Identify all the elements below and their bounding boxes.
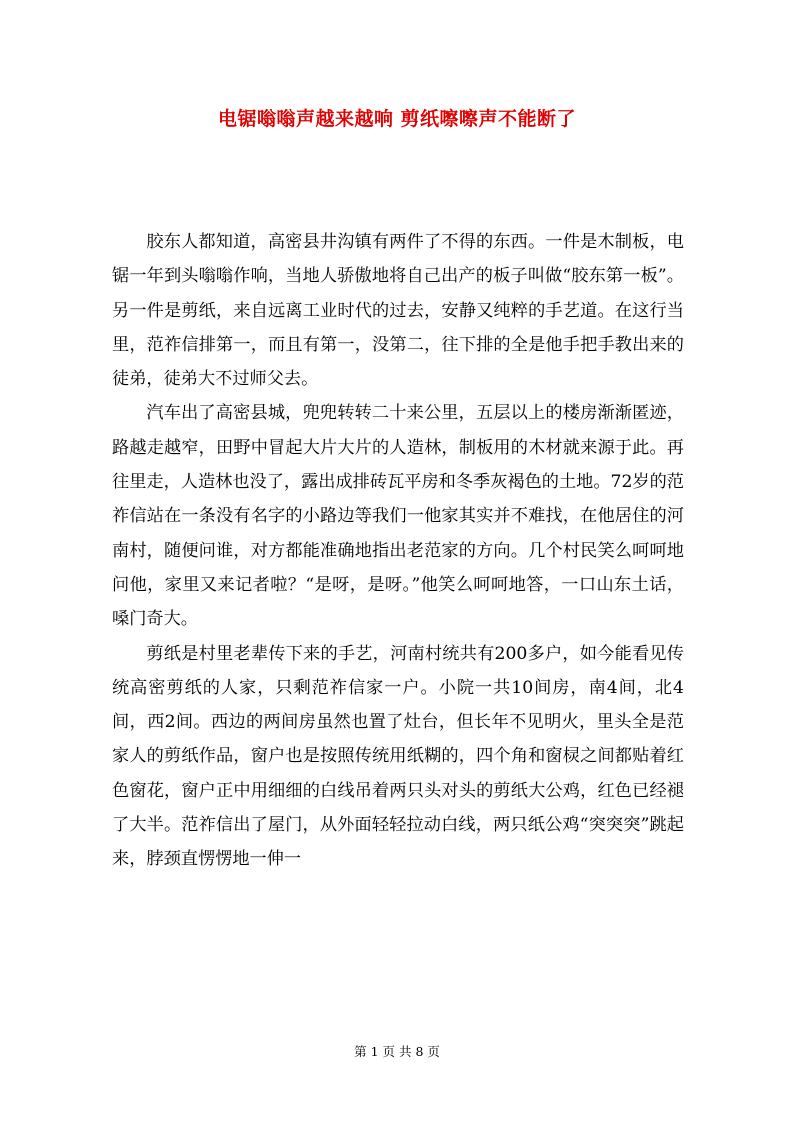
paragraph: 胶东人都知道，高密县井沟镇有两件了不得的东西。一件是木制板，电锯一年到头嗡嗡作响，当地人骄傲地将自己出产的板子叫做“胶东第一板”。另一件是剪纸，来自远离工业时代的过去，安静又纯粹的手艺道。在这行当里，范祚信排第一，而且有第一，没第二，往下排的全是他手把手教出来的徒弟，徒弟大不过师父去。 <box>112 232 684 390</box>
paragraph: 汽车出了高密县城，兜兜转转二十来公里，五层以上的楼房渐渐匿迹，路越走越窄，田野中冒起大片大片的人造林，制板用的木材就来源于此。再往里走，人造林也没了，露出成排砖瓦平房和冬季灰褐色的土地。72岁的范祚信站在一条没有名字的小路边等我们一他家其实并不难找，在他居住的河南村，随便问谁，对方都能准确地指出老范家的方向。几个村民笑么呵呵地问他，家里又来记者啦？“是呀，是呀。”他笑么呵呵地答，一口山东土话，嗓门奇大。 <box>112 403 684 630</box>
article-title: 电锯嗡嗡声越来越响 剪纸嚓嚓声不能断了 <box>217 108 577 130</box>
paragraph: 剪纸是村里老辈传下来的手艺，河南村统共有200多户，如今能看见传统高密剪纸的人家，只剩范祚信家一户。小院一共10间房，南4间，北4间，西2间。西边的两间房虽然也置了灶台，但长年不见明火，里头全是范家人的剪纸作品，窗户也是按照传统用纸糊的，四个角和窗棂之间都贴着红色窗花，窗户正中用细细的白线吊着两只头对头的剪纸大公鸡，红色已经褪了大半。范祚信出了屋门，从外面轻轻拉动白线，两只纸公鸡“突突突”跳起来，脖颈直愣愣地一伸一 <box>112 643 684 870</box>
article-body <box>112 225 684 877</box>
page-number: 第 1 页 共 8 页 <box>354 1044 440 1059</box>
